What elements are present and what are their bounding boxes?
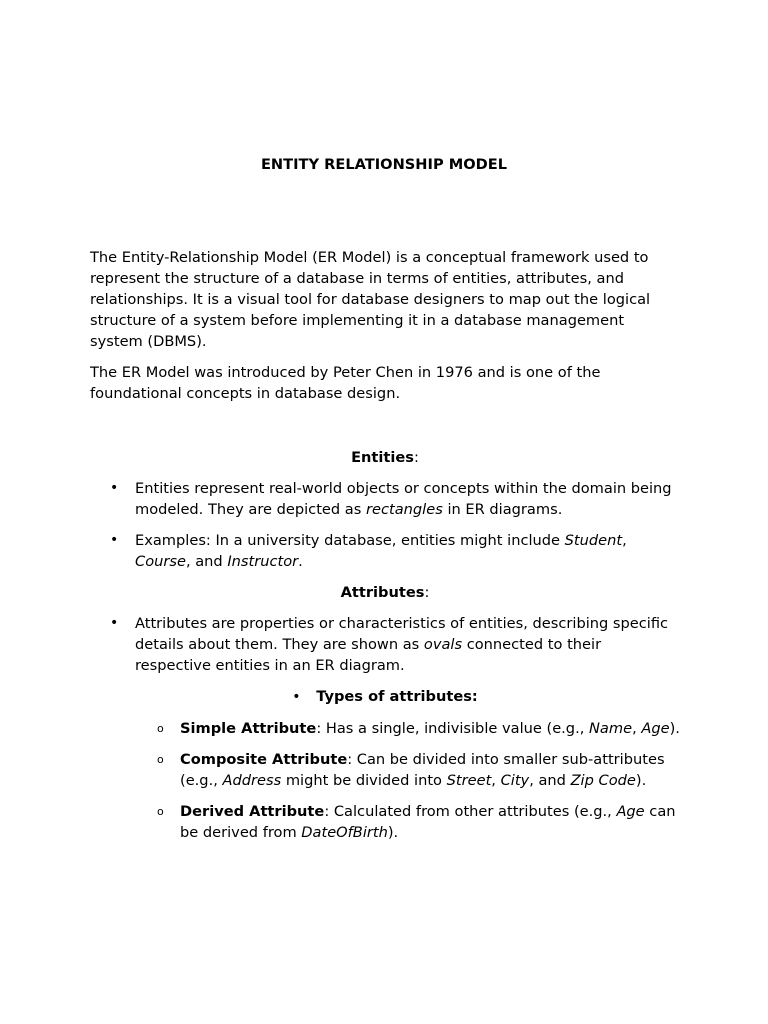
composite-sep-2: ,: [491, 772, 501, 789]
derived-example-age: Age: [616, 803, 645, 820]
sub-bullet-icon: o: [157, 753, 164, 766]
simple-after: ).: [669, 720, 680, 737]
entities-bullet-2-after: .: [298, 553, 303, 570]
types-of-attributes-heading: [90, 686, 680, 708]
derived-after: ).: [387, 824, 399, 841]
list-item: [90, 478, 680, 520]
sub-bullet-icon: o: [157, 722, 164, 735]
composite-after: ).: [635, 772, 647, 789]
list-item: [90, 801, 680, 843]
section-spacer: [90, 414, 680, 447]
derived-attribute-text: : Calculated from other attributes (e.g.,: [324, 803, 617, 820]
entities-heading-text: Entities: [351, 449, 414, 466]
entities-heading-colon: :: [413, 449, 419, 466]
attributes-bullet-1-after: connected to their respective entities in an ER diagram.: [135, 636, 602, 674]
derived-example-dob: DateOfBirth: [301, 824, 388, 841]
entity-example-student: Student: [564, 532, 623, 549]
derived-attribute-label: Derived Attribute: [180, 803, 325, 820]
composite-sep-3: , and: [529, 772, 571, 789]
entities-bullet-1-italic: rectangles: [366, 501, 443, 518]
simple-example-name: Name: [589, 720, 633, 737]
composite-example-street: Street: [446, 772, 492, 789]
simple-example-age: Age: [641, 720, 670, 737]
sub-bullet-icon: o: [157, 805, 164, 818]
bullet-icon: •: [110, 615, 119, 631]
attributes-list: [90, 613, 680, 676]
attributes-heading-text: Attributes: [340, 584, 425, 601]
document-title: ENTITY RELATIONSHIP MODEL: [260, 156, 508, 173]
attribute-types-list: [90, 718, 680, 843]
composite-attribute-label: Composite Attribute: [180, 751, 348, 768]
entities-list: [90, 478, 680, 572]
simple-sep-1: ,: [632, 720, 642, 737]
composite-attribute-text: : Can be divided into smaller sub-attributes (e.g.,: [180, 751, 665, 789]
document-body: [90, 247, 680, 853]
entities-heading: [90, 447, 680, 468]
composite-example-city: City: [500, 772, 530, 789]
bullet-icon: •: [110, 532, 119, 548]
types-of-attributes-text: Types of attributes:: [316, 688, 478, 705]
composite-example-address: Address: [222, 772, 282, 789]
attributes-heading-colon: :: [424, 584, 430, 601]
entities-bullet-2-sep-2: , and: [185, 553, 228, 570]
list-item: [90, 530, 680, 572]
attributes-heading: [90, 582, 680, 603]
composite-sep-1: might be divided into: [281, 772, 447, 789]
bullet-icon: •: [292, 689, 301, 705]
simple-attribute-text: : Has a single, indivisible value (e.g.,: [316, 720, 589, 737]
composite-example-zip: Zip Code: [570, 772, 636, 789]
bullet-icon: •: [110, 480, 119, 496]
list-item: [90, 718, 680, 739]
entities-bullet-2-sep-1: ,: [622, 532, 627, 549]
attributes-bullet-1-text: Attributes are properties or characteristics of entities, describing specific details about them. They are shown as: [135, 615, 669, 653]
entities-bullet-1-after: in ER diagrams.: [442, 501, 563, 518]
attributes-bullet-1-italic: ovals: [423, 636, 463, 653]
derived-sep-1: can be derived from: [180, 803, 676, 841]
entity-example-instructor: Instructor: [227, 553, 299, 570]
list-item: [90, 613, 680, 676]
intro-paragraph-2: The ER Model was introduced by Peter Chen in 1976 and is one of the foundational concepts in database design.: [90, 364, 601, 402]
entities-bullet-1-text: Entities represent real-world objects or concepts within the domain being modeled. They are depicted as: [135, 480, 672, 518]
simple-attribute-label: Simple Attribute: [180, 720, 317, 737]
entity-example-course: Course: [135, 553, 186, 570]
list-item: [90, 749, 680, 791]
entities-bullet-2-text: Examples: In a university database, entities might include: [135, 532, 565, 549]
intro-paragraph-1: The Entity-Relationship Model (ER Model) is a conceptual framework used to represent the structure of a database in terms of entities, attributes, and relationships. It is a visual tool for database designers to map out the logical structure of a system before implementing it in a database management system (DBMS).: [90, 249, 651, 350]
